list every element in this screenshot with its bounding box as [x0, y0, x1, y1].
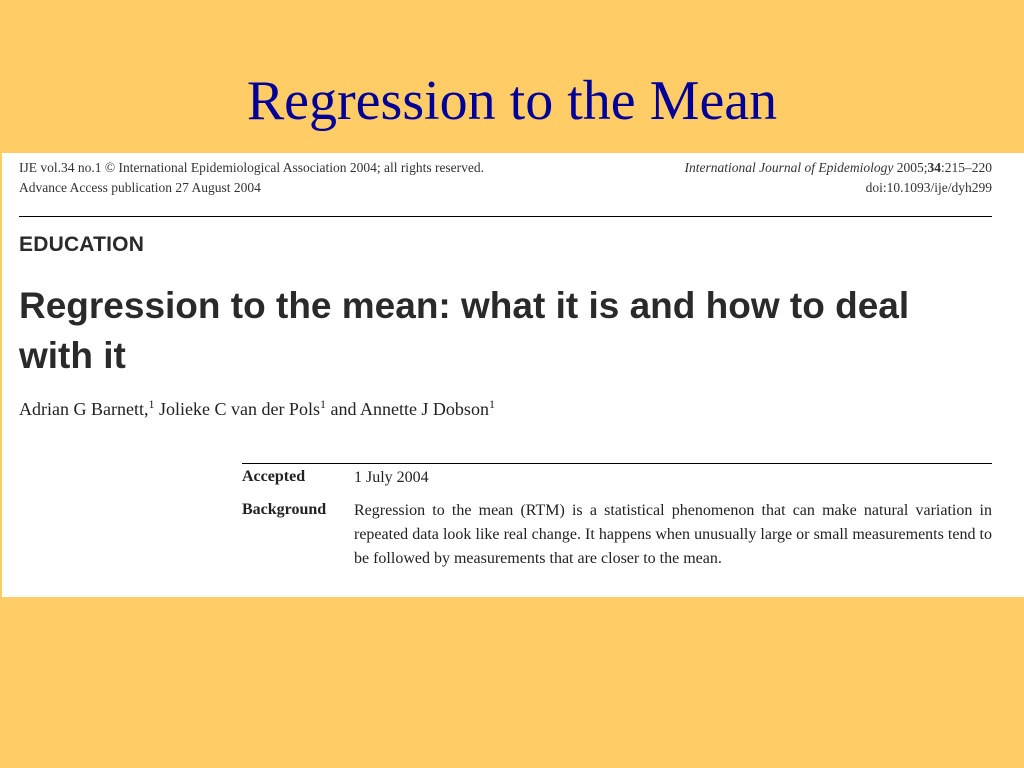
- section-label: EDUCATION: [19, 233, 145, 256]
- publication-date-line: Advance Access publication 27 August 2004: [19, 180, 261, 195]
- journal-volume: 34: [927, 160, 941, 175]
- citation-line: [684, 158, 992, 178]
- author-affiliation: 1: [488, 397, 495, 411]
- accepted-label: Accepted: [242, 468, 306, 485]
- journal-year: 2005;: [896, 160, 928, 175]
- author-name: Jolieke C van der Pols: [154, 399, 320, 419]
- author-name: Adrian G Barnett,: [19, 399, 149, 419]
- author-list: [19, 399, 495, 420]
- background-text: Regression to the mean (RTM) is a statistical phenomenon that can make natural variation in repeated data look like real change. It happens when unusually large or small measurements tend to be followed by measurements that are closer to the mean.: [354, 502, 992, 567]
- journal-header-right: [684, 158, 992, 198]
- accepted-date: 1 July 2004: [354, 469, 429, 486]
- header-divider: [19, 216, 992, 217]
- copyright-line: IJE vol.34 no.1 © International Epidemiological Association 2004; all rights reserved.: [19, 160, 485, 175]
- journal-header-left: [19, 158, 484, 198]
- paper-title: Regression to the mean: what it is and how to deal with it: [19, 285, 910, 376]
- author-name: and Annette J Dobson: [325, 399, 489, 419]
- paper-excerpt: [2, 153, 1024, 597]
- journal-pages: :215–220: [940, 160, 992, 175]
- slide-title: Regression to the Mean: [246, 70, 778, 132]
- background-label: Background: [242, 501, 327, 518]
- author-affiliation: 1: [319, 397, 326, 411]
- author-affiliation: 1: [148, 397, 155, 411]
- abstract-divider: [242, 463, 992, 464]
- journal-name: International Journal of Epidemiology: [684, 160, 894, 175]
- doi: doi:10.1093/ije/dyh299: [865, 180, 992, 195]
